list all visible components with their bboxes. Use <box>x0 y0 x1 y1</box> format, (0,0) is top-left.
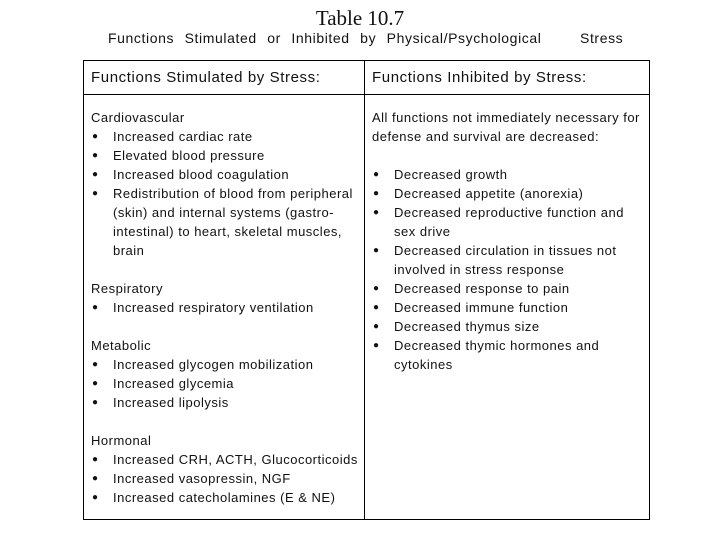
group-cardiovascular <box>91 108 359 260</box>
list-item: ● Increased lipolysis <box>92 395 229 410</box>
group-metabolic <box>91 336 359 412</box>
list-item: ● Decreased growth <box>373 167 508 182</box>
list-item: ● Decreased thymic hormones and cytokines <box>373 338 600 372</box>
bullet-icon: ● <box>92 359 99 370</box>
list-item: ● Decreased reproductive function and sex drive <box>373 205 624 239</box>
bullet-icon: ● <box>92 492 99 503</box>
group-heading: Cardiovascular <box>91 110 185 125</box>
bullet-icon: ● <box>92 378 99 389</box>
bullet-icon: ● <box>373 169 380 180</box>
bullet-icon: ● <box>373 283 380 294</box>
table-subtitle <box>108 29 628 47</box>
bullet-icon: ● <box>92 302 99 313</box>
list-item: ● Decreased response to pain <box>373 281 570 296</box>
subtitle-main: Functions Stimulated or Inhibited by Physical/Psychological <box>108 30 542 46</box>
stress-functions-table <box>83 60 650 520</box>
list-item: ● Increased catecholamines (E & NE) <box>92 490 336 505</box>
inhibited-intro: All functions not immediately necessary for defense and survival are decreased: <box>372 110 640 144</box>
group-heading: Hormonal <box>91 433 152 448</box>
list-item: ● Decreased thymus size <box>373 319 540 334</box>
bullet-icon: ● <box>92 188 99 199</box>
bullet-icon: ● <box>373 188 380 199</box>
list-item: ● Increased glycogen mobilization <box>92 357 314 372</box>
bullet-icon: ● <box>373 302 380 313</box>
list-item: ● Redistribution of blood from peripheral (skin) and internal systems (gastro-intestinal) to heart, skeletal muscles, brain <box>92 186 353 258</box>
list-item: ● Increased vasopressin, NGF <box>92 471 291 486</box>
group-respiratory <box>91 279 359 317</box>
list-item: ● Increased respiratory ventilation <box>92 300 314 315</box>
header-divider <box>84 94 649 95</box>
bullet-icon: ● <box>373 245 380 256</box>
bullet-icon: ● <box>373 321 380 332</box>
bullet-icon: ● <box>92 397 99 408</box>
bullet-icon: ● <box>92 169 99 180</box>
column-divider <box>364 61 365 519</box>
bullet-icon: ● <box>373 207 380 218</box>
bullet-icon: ● <box>92 454 99 465</box>
bullet-icon: ● <box>92 473 99 484</box>
subtitle-tail: Stress <box>580 30 624 46</box>
bullet-icon: ● <box>92 131 99 142</box>
inhibited-column <box>372 108 644 374</box>
list-item: ● Decreased circulation in tissues not involved in stress response <box>373 243 617 277</box>
list-item: ● Increased blood coagulation <box>92 167 290 182</box>
stimulated-column <box>91 108 359 507</box>
left-column-header: Functions Stimulated by Stress: <box>91 69 321 86</box>
right-column-header: Functions Inhibited by Stress: <box>372 69 587 86</box>
group-hormonal <box>91 431 359 507</box>
bullet-icon: ● <box>373 340 380 351</box>
list-item: ● Increased CRH, ACTH, Glucocorticoids <box>92 452 358 467</box>
bullet-icon: ● <box>92 150 99 161</box>
list-item: ● Increased glycemia <box>92 376 234 391</box>
list-item: ● Decreased immune function <box>373 300 569 315</box>
list-item: ● Elevated blood pressure <box>92 148 265 163</box>
group-heading: Respiratory <box>91 281 163 296</box>
list-item: ● Decreased appetite (anorexia) <box>373 186 584 201</box>
list-item: ● Increased cardiac rate <box>92 129 253 144</box>
group-heading: Metabolic <box>91 338 152 353</box>
table-title: Table 10.7 <box>315 6 405 30</box>
